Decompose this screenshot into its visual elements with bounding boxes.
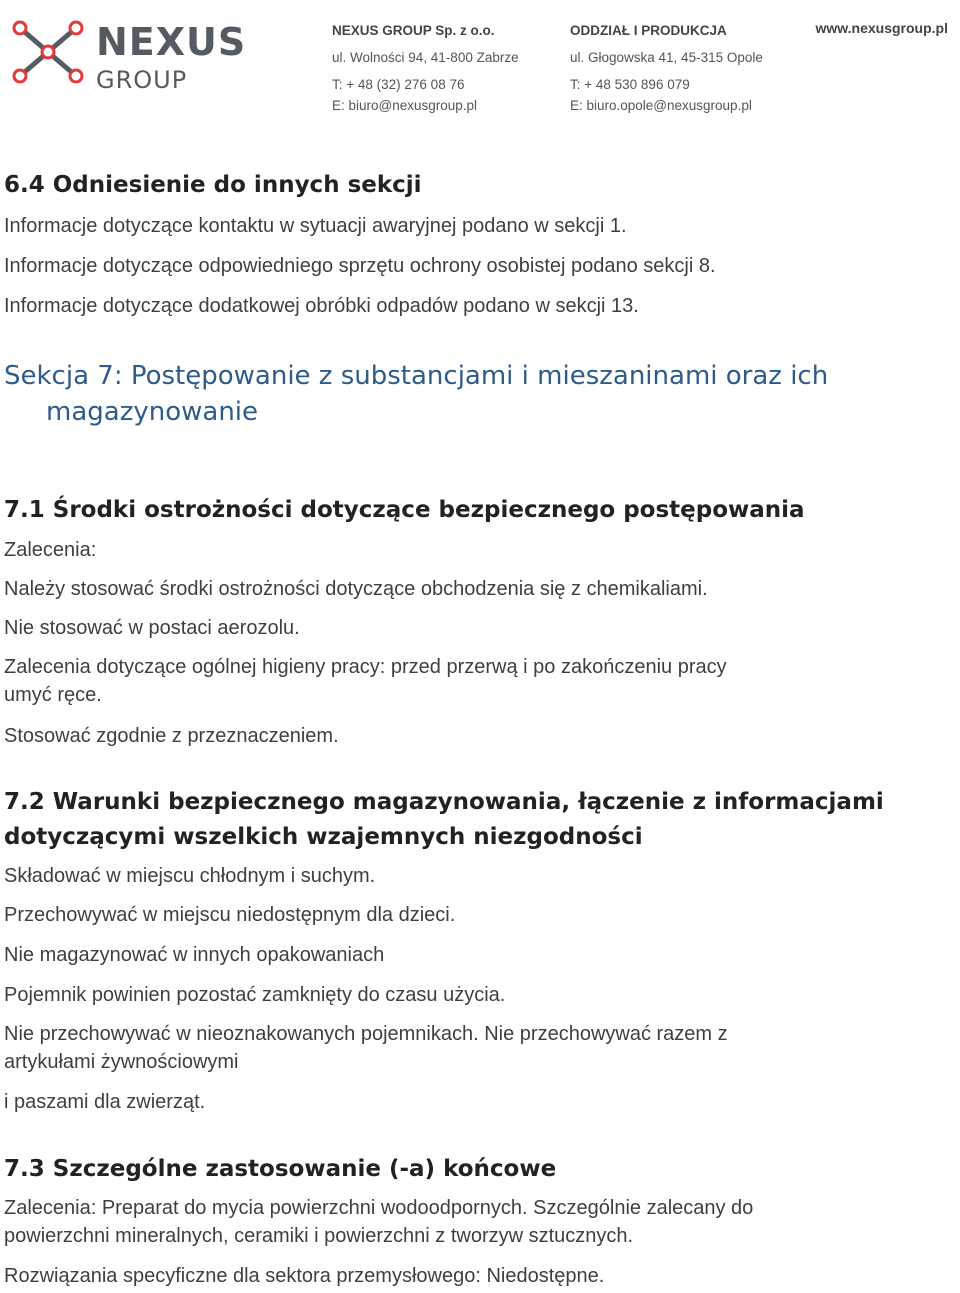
section-7-1-line: Stosować zgodnie z przeznaczeniem. [4,725,339,747]
section-7-2-line: Nie przechowywać w nieoznakowanych pojemnikach. Nie przechowywać razem z [4,1023,728,1045]
section-7-2-heading: 7.2 Warunki bezpiecznego magazynowania, łączenie z informacjami [4,789,884,815]
section-7-3-heading: 7.3 Szczególne zastosowanie (-a) końcowe [4,1156,557,1182]
network-logo-icon [8,14,88,94]
section-7-3-line: powierzchni mineralnych, ceramiki i powierzchni z tworzyw sztucznych. [4,1225,634,1247]
section-7-2-line: Nie magazynować w innych opakowaniach [4,944,385,966]
section-7-1-line: Należy stosować środki ostrożności dotyczące obchodzenia się z chemikaliami. [4,578,708,600]
company-name: NEXUS GROUP Sp. z o.o. [332,23,495,38]
company-phone: T: + 48 (32) 276 08 76 [332,77,465,92]
section-7-1-line: Zalecenia dotyczące ogólnej higieny pracy: przed przerwą i po zakończeniu pracy [4,656,727,678]
letterhead [0,0,960,120]
branch-email[interactable]: E: biuro.opole@nexusgroup.pl [570,98,752,113]
section-7-title: Sekcja 7: Postępowanie z substancjami i mieszaninami oraz ich [4,361,829,391]
section-7-2-line: artykułami żywnościowymi [4,1051,239,1073]
website-link[interactable]: www.nexusgroup.pl [815,20,948,36]
section-7-3-line: Rozwiązania specyficzne dla sektora przemysłowego: Niedostępne. [4,1265,605,1287]
company-address: ul. Wolności 94, 41-800 Zabrze [332,50,519,65]
logo-wordmark: NEXUS [96,20,247,64]
section-7-1-heading: 7.1 Środki ostrożności dotyczące bezpiecznego postępowania [4,497,805,523]
section-7-2-line: Składować w miejscu chłodnym i suchym. [4,865,376,887]
company-email[interactable]: E: biuro@nexusgroup.pl [332,98,478,113]
section-6-4-line: Informacje dotyczące dodatkowej obróbki odpadów podano w sekcji 13. [4,295,639,317]
branch-address: ul. Głogowska 41, 45-315 Opole [570,50,763,65]
section-7-3-line: Zalecenia: Preparat do mycia powierzchni wodoodpornych. Szczególnie zalecany do [4,1197,754,1219]
section-6-4-line: Informacje dotyczące kontaktu w sytuacji awaryjnej podano w sekcji 1. [4,215,627,237]
branch-phone: T: + 48 530 896 079 [570,77,690,92]
company-contact [332,20,519,116]
section-7-2-line: Pojemnik powinien pozostać zamknięty do czasu użycia. [4,984,506,1006]
section-7-2-heading-cont: dotyczącymi wszelkich wzajemnych niezgodności [4,824,643,850]
section-7-2-line: i paszami dla zwierząt. [4,1091,206,1113]
section-7-1-line: umyć ręce. [4,684,102,706]
section-7-title-cont: magazynowanie [46,397,259,427]
branch-name: ODDZIAŁ I PRODUKCJA [570,23,727,38]
branch-contact [570,20,763,116]
section-7-2-line: Przechowywać w miejscu niedostępnym dla dzieci. [4,904,456,926]
section-7-1-label: Zalecenia: [4,539,97,561]
section-6-4-line: Informacje dotyczące odpowiedniego sprzętu ochrony osobistej podano sekcji 8. [4,255,716,277]
section-7-1-line: Nie stosować w postaci aerozolu. [4,617,300,639]
logo-subtitle: GROUP [96,66,188,94]
nexus-group-logo [8,14,248,94]
section-6-4-heading: 6.4 Odniesienie do innych sekcji [4,172,422,198]
